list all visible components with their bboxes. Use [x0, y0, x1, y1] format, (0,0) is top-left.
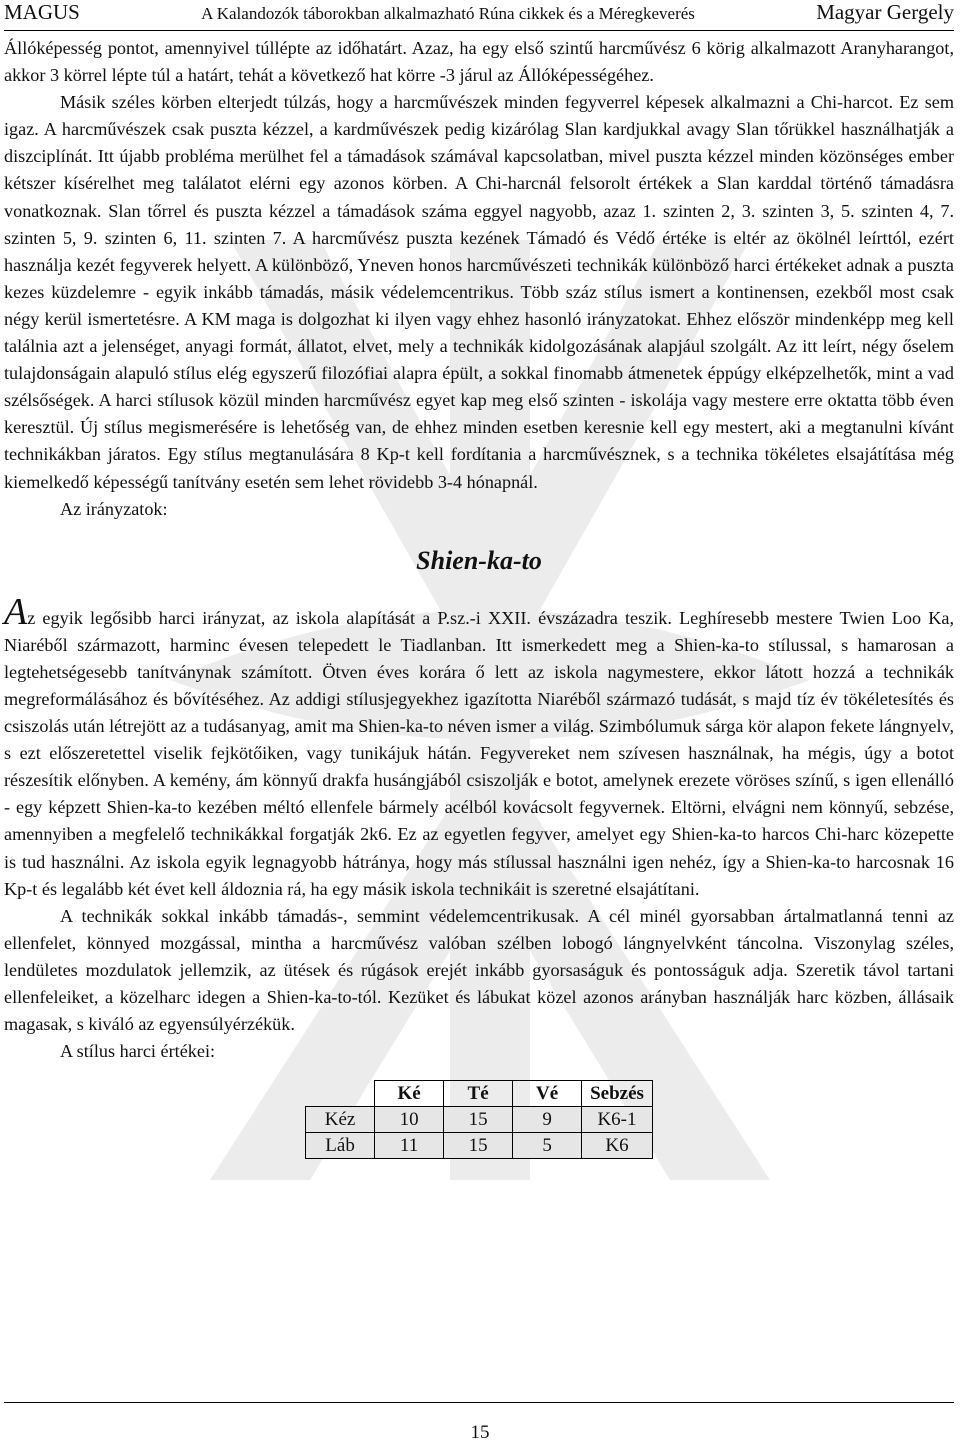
table-header-ke: Ké	[375, 1081, 444, 1107]
footer-divider	[4, 1402, 954, 1403]
section-heading: Shien-ka-to	[416, 545, 542, 575]
table-row	[306, 1107, 653, 1133]
table-header-sebzes: Sebzés	[582, 1081, 653, 1107]
label-iranyzatok: Az irányzatok:	[60, 498, 168, 519]
header-left: MAGUS	[4, 0, 80, 24]
page-number: 15	[470, 1422, 490, 1443]
table-header-row	[306, 1081, 653, 1107]
table-cell: K6-1	[582, 1107, 653, 1133]
table-cell: Kéz	[306, 1107, 375, 1133]
table-header-ve: Vé	[513, 1081, 582, 1107]
paragraph-techniques: A technikák sokkal inkább támadás-, semmint védelemcentrikusak. A cél minél gyorsabban ártalmatlanná tenni az ellenfelet, könnyed mozgással, mintha a harcművész valóban szélben lobogó lángnyelvként táncolna. Viszonylag széles, lendületes mozdulatok jellemzik, az ütések és rúgások erejét inkább gyorsaságuk és pontosságuk adja. Szeretik távol tartani ellenfeleiket, a közelharc idegen a Shien-ka-to-tól. Kezüket és lábukat közel azonos arányban használják harc közben, állásaik magasak, s kiváló az egyensúlyérzékük.	[4, 905, 954, 1035]
table-row	[306, 1133, 653, 1159]
paragraph-chi-harc: Másik széles körben elterjedt túlzás, hogy a harcművészek minden fegyverrel képesek alkalmazni a Chi-harcot. Ez sem igaz. A harcművészek csak puszta kézzel, a kardművészek pedig kizárólag Slan kardjukkal avagy Slan tőrükkel használhatják a diszciplínát. Itt újabb probléma merülhet fel a támadások számával kapcsolatban, mivel puszta kézzel minden közönséges ember kétszer kísérelhet meg találatot elérni egy azonos körben. A Chi-harcnál felsorolt értékek a Slan karddal történő támadásra vonatkoznak. Slan tőrrel és puszta kézzel a támadások száma eggyel nagyobb, azaz 1. szinten 2, 3. szinten 3, 5. szinten 4, 7. szinten 5, 9. szinten 6, 11. szinten 7. A harcművész puszta kezének Támadó és Védő értéke is eltér az ökölnél leírttól, ezért használja kezét fegyverek helyett. A különböző, Yneven honos harcművészeti technikák különböző harci értékeket adnak a puszta kezes küzdelemre - egyik inkább támadás, másik védelemcentrikus. Több száz stílus ismert a kontinensen, ezekből most csak négy kerül ismertetésre. A KM maga is dolgozhat ki ilyen vagy ehhez hasonló irányzatokat. Ehhez először mindenképp meg kell találnia azt a jelenséget, anyagi formát, állatot, elvet, mely a technikák kidolgozásának alapjául szolgált. Az itt leírt, négy őselem tulajdonságain alapuló stílus elég egyszerű filozófiai alapra épült, a sokkal finomabb átmenetek éppúgy elképzelhetők, mint a vad szélsőségek. A harci stílusok közül minden harcművész egyet kap meg első szinten - iskolája vagy mestere erre oktatta több éven keresztül. Új stílus megismerésére is lehetőség van, de ehhez minden esetben keresnie kell egy mestert, aki a megtanulni kívánt technikákban járatos. Egy stílus megtanulására 8 Kp-t kell fordítania a harcművésznek, s a technika tökéletes elsajátítása még kiemelkedő képességű tanítvány esetén sem lehet rövidebb 3-4 hónapnál.	[4, 92, 954, 492]
header-title: A Kalandozók táborokban alkalmazható Rúna cikkek és a Méregkeverés	[201, 4, 695, 23]
header-author: Magyar Gergely	[816, 0, 954, 24]
paragraph-continuation: Állóképesség pontot, amennyivel túllépte az időhatárt. Azaz, ha egy első szintű harcművész 6 körig alkalmazott Aranyharangot, akkor 3 körrel lépte túl a határt, tehát a következő hat körre -3 járul az Állóképességéhez.	[4, 38, 954, 86]
page-content	[4, 35, 954, 1159]
page-header	[4, 0, 954, 31]
table-cell: 10	[375, 1107, 444, 1133]
table-cell: K6	[582, 1133, 653, 1159]
table-header-blank	[306, 1081, 375, 1107]
combat-stats-table	[305, 1080, 653, 1159]
label-stats: A stílus harci értékei:	[60, 1041, 216, 1062]
table-cell: 9	[513, 1107, 582, 1133]
paragraph-shien-ka-to-text: z egyik legősibb harci irányzat, az iskola alapítását a P.sz.-i XXII. évszázadra teszik. Leghíresebb mestere Twien Loo Ka, Niaréből származott, harminc évesen telepedett le Tiadlanban. Itt ismerkedett meg a Shien-ka-to stílussal, s hamarosan a legtehetségesebb tanítványnak számított. Ötven éves korára ő lett az iskola nagymestere, ekkor látott hozzá a technikák megreformálásához és bővítéséhez. Az addigi stílusjegyekhez igazította Niaréből származó tudását, s majd tíz év tökéletesítés és csiszolás után létrejött az a tudásanyag, amit ma Shien-ka-to néven ismer a világ. Szimbólumuk sárga kör alapon fekete lángnyelv, s ezt előszeretettel viselik fejkötőiken, vagy tunikájuk hátán. Fegyvereket nem szívesen használnak, ha mégis, úgy a botot részesítik előnyben. A kemény, ám könnyű drakfa husángjából csiszolják e botot, amelynek erezete vöröses színű, s igen ellenálló - egy képzett Shien-ka-to kezében méltó ellenfele bármely acélból kovácsolt fegyvernek. Eltörni, elvágni nem könnyű, sebzése, amennyiben a megfelelő technikákkal forgatják 2k6. Ez az egyetlen fegyver, amelyet egy Shien-ka-to harcos Chi-harc közepette is tud használni. Az iskola egyik legnagyobb hátránya, hogy más stílussal használni igen nehéz, így a Shien-ka-to harcosnak 16 Kp-t és legalább két évet kell áldoznia rá, ha egy másik iskola technikáit is szeretné elsajátítani.	[4, 607, 954, 899]
table-cell: Láb	[306, 1133, 375, 1159]
paragraph-shien-ka-to	[4, 590, 954, 903]
table-header-te: Té	[444, 1081, 513, 1107]
table-cell: 11	[375, 1133, 444, 1159]
table-cell: 15	[444, 1107, 513, 1133]
drop-cap: A	[4, 590, 28, 633]
table-cell: 15	[444, 1133, 513, 1159]
table-cell: 5	[513, 1133, 582, 1159]
